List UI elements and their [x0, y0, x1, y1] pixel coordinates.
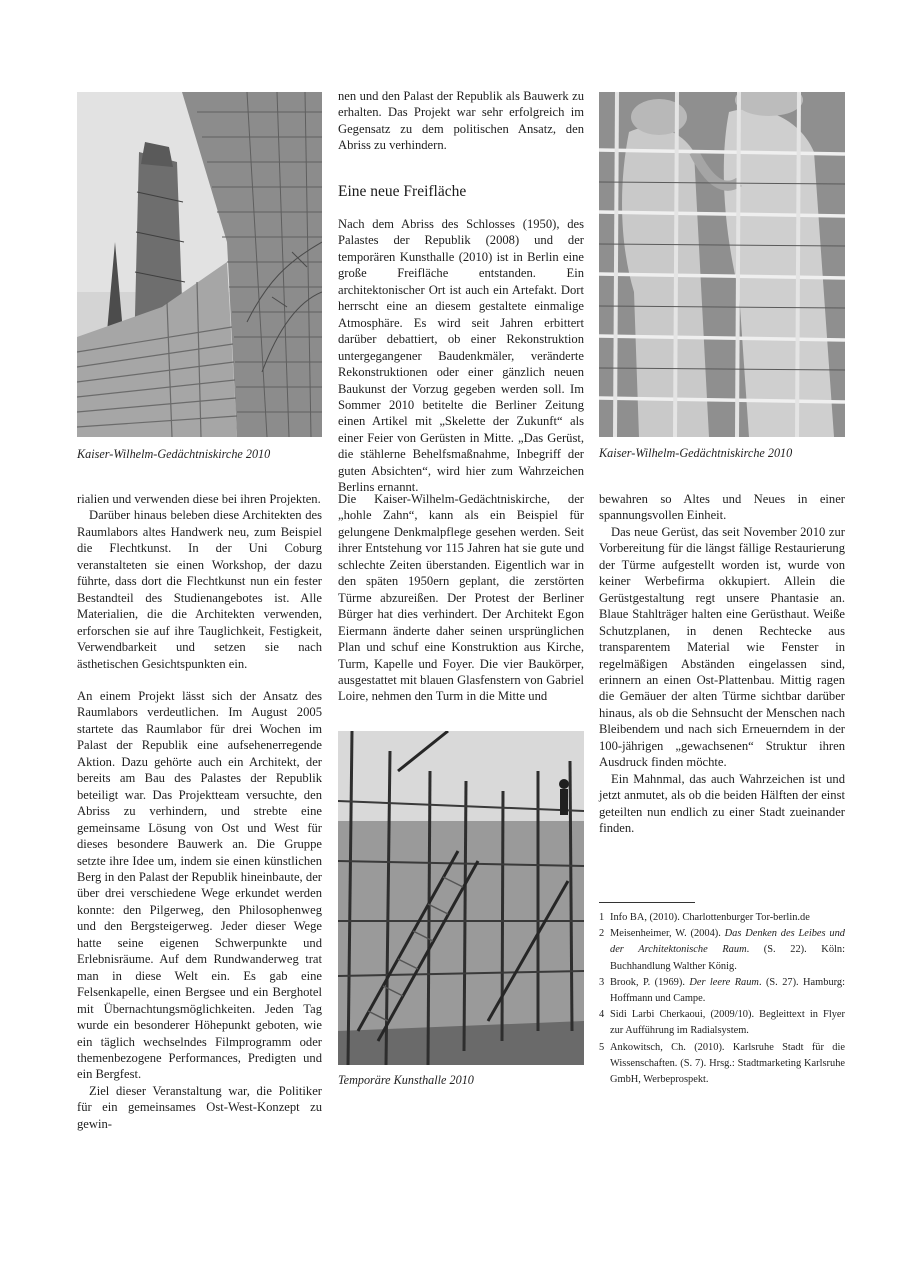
footnote-text-part: . (S. 22). Köln: Buchhandlung Walther König. [610, 944, 845, 972]
footnote-text-part: Ankowitsch, Ch. (2010). Karlsruhe Stadt für die Wissenschaften. (S. 7). Hrsg.: Stadtmarketing Karlsruhe GmbH, Werbeprospekt. [610, 1041, 845, 1086]
paragraph-gap [77, 672, 322, 688]
paragraph-ziel: Ziel dieser Veranstaltung war, die Politiker für ein gemeinsames Ost-West-Konzept zu gewin- [77, 1083, 322, 1131]
photo-kaiser-wilhelm-right [599, 92, 845, 437]
footnote-title: Das Denken des Leibes und der Architektonische Raum [610, 928, 845, 956]
footnote-text [610, 1040, 845, 1089]
paragraph-mahnmal: Ein Mahnmal, das auch Wahrzeichen ist und jetzt anmutet, als ob die beiden Hälften der einst geteilten nun endlich zu einer Stadt zueinander finden. [599, 771, 845, 836]
paragraph-projekt-raumlabor: An einem Projekt lässt sich der Ansatz des Raumlabors verdeutlichen. Im August 2005 startete das Raumlabor für drei Wochen im Palast der Republik eine aufsehenerregende Aktion. Dazu gehörte auch ein Architekt, der bereits am Bau des Palastes der Republik beteiligt war. Das Projektteam versuchte, den Abriss zu verhindern, und strebte eine gemeinsame Lösung von Ost und West für dieses besondere Bauwerk an. Die Gruppe setzte ihre Idee um, indem sie einen künstlichen Berg in den Palast der Republik hineinbaute, der über drei verschiedene Wege erkundet werden konnte: den Pilgerweg, den Philosophenweg und den Bergsteigerweg. Jeder dieser Wege hatte seine eigenen Schwerpunkte und Erlebnisräume. Auf dem Rundwanderweg trat man in diese Welt ein. Es gab eine Felsenkapelle, einen Bergsee und ein Berghotel mit Übernachtungsmöglichkeiten. Jeden Tag wurde ein besonderer Höhepunkt geboten, wie ein täglich wechselndes Filmprogramm oder themenbezogene Performances, Predigten und ein Bergfest. [77, 688, 322, 1082]
footnote-item [599, 926, 845, 975]
paragraph-materialien: rialien und verwenden diese bei ihren Projekten. [77, 492, 321, 506]
column-left [77, 491, 322, 1132]
footnote-item [599, 1007, 845, 1039]
footnote-text-part: . (S. 27). Hamburg: Hoffmann und Campe. [610, 976, 845, 1005]
caption-temporaere-kunsthalle: Temporäre Kunsthalle 2010 [338, 1073, 474, 1087]
paragraph-flechtkunst: Darüber hinaus beleben diese Architekten des Raumlabors altes Handwerk neu, zum Beispiel die Flechtkunst. In der Uni Coburg veranstalteten sie einen Workshop, der dazu führte, dass dort die Flechtkunst nun ein fester Bestandteil des Studienangebotes ist. Alle Materialien, die die Architekten verwenden, erforschen sie auf ihre Tauglichkeit, Festigkeit, Verwendbarkeit und setzen sie nach ästhetischen Gesichtspunkten ein. [77, 508, 322, 671]
footnote-rule [599, 902, 695, 903]
footnote-number: 2 [599, 928, 605, 940]
paragraph-freiflaeche: Nach dem Abriss des Schlosses (1950), des Palastes der Republik (2008) und der temporären Kunsthalle (2010) ist in Berlin eine große Freifläche entstanden. Ein architektonischer Ort ist auch ein Artefakt. Dort herrscht eine an diesem gestaltete einmalige Atmosphäre. Es wird seit Jahren erbittert darüber debattiert, ob einer Rekonstruktion untergegangener Baudenkmäler, veränderte Rekonstruktionen oder einer gänzlich neuen Baukunst der Vorzug gegeben werden soll. Im Sommer 2010 betitelte die Berliner Zeitung einen Artikel mit „Skelette der Zukunft“ als einer Feier von Gerüsten in Mitte. „Das Gerüst, die stählerne Behelfsmaßnahme, Inbegriff der guten Absichten“, wird hier zum Wahrzeichen Berlins ernannt. [338, 217, 584, 495]
paragraph-gedaechtniskirche: Die Kaiser-Wilhelm-Gedächtniskirche, der „hohle Zahn“, kann als ein Beispiel für gelungene Denkmalpflege gesehen werden. Seit ihrer Entstehung vor 115 Jahren hat sie gute und schlechte Zeiten überstanden. Eigentlich war in den späten 1950ern geplant, die zerstörten Türme abzureißen. Der Protest der Berliner Bürger hat dies verhindert. Der Architekt Egon Eiermann änderte daher seinen ursprünglichen Plan und schuf eine Konstruktion aus Kirche, Turm, Kapelle und Foyer. Die vier Baukörper, ausgestattet mit blauen Glasfenstern von Gabriel Loire, nehmen den Turm in die Mitte und [338, 492, 584, 704]
section-heading: Eine neue Freifläche [338, 183, 467, 200]
footnotes [599, 910, 845, 1088]
footnote-item [599, 1040, 845, 1089]
photo-temporaere-kunsthalle [338, 731, 584, 1065]
column-middle-section [338, 216, 584, 496]
footnote-text-part: Info BA, (2010). Charlottenburger Tor-berlin.de [610, 912, 810, 923]
photo-kaiser-wilhelm-left [77, 92, 322, 437]
column-right [599, 491, 845, 837]
paragraph-palast-continuation: nen und den Palast der Republik als Bauwerk zu erhalten. Das Projekt war sehr erfolgreich im Gegensatz zu dem politischen Ansatz, den Abriss zu verhindern. [338, 89, 584, 153]
paragraph-altes-neues: bewahren so Altes und Neues in einer spannungsvollen Einheit. [599, 492, 845, 523]
footnote-number: 3 [599, 976, 605, 988]
footnote-text [610, 910, 845, 926]
footnote-text [610, 926, 845, 975]
footnote-number: 5 [599, 1041, 605, 1053]
paragraph-neues-geruest: Das neue Gerüst, das seit November 2010 zur Vorbereitung für die längst fällige Restaurierung der Türme aufgestellt worden ist, wurde von keiner Werbefirma okkupiert. Allein die Gerüstgestaltung regt unsere Phantasie an. Blaue Stahlträger halten eine Gerüsthaut. Weiße Schutzplanen, in denen Rechtecke aus transparentem Material wie Fenster in regelmäßigen Abständen eingelassen sind, erinnern an einen Ost-Plattenbau. Mittig ragen die Gemäuer der alten Türme sichtbar darüber hinaus, als ob die Sehnsucht der Menschen nach Bleibendem und nach sich Erneuerndem in der 100-jährigen „gewachsenen“ Struktur ihren Ausdruck finden möchte. [599, 524, 845, 770]
footnote-text-part: Brook, P. (1969). [610, 976, 690, 988]
caption-kaiser-wilhelm-left: Kaiser-Wilhelm-Gedächtniskirche 2010 [77, 447, 271, 461]
footnote-text [610, 975, 845, 1007]
footnote-number: 4 [599, 1009, 605, 1021]
footnote-text-part: Meisenheimer, W. (2004). [610, 928, 725, 940]
footnote-text [610, 1007, 845, 1039]
footnote-number: 1 [599, 912, 605, 923]
column-middle-top [338, 88, 584, 154]
column-middle-lower [338, 491, 584, 705]
footnote-item [599, 910, 845, 926]
footnote-text-part: Sidi Larbi Cherkaoui, (2009/10). Begleittext in Flyer zur Aufführung im Radialsystem. [610, 1009, 845, 1037]
footnote-item [599, 975, 845, 1007]
footnote-title: Der leere Raum [689, 976, 759, 988]
caption-kaiser-wilhelm-right: Kaiser-Wilhelm-Gedächtniskirche 2010 [599, 446, 793, 460]
